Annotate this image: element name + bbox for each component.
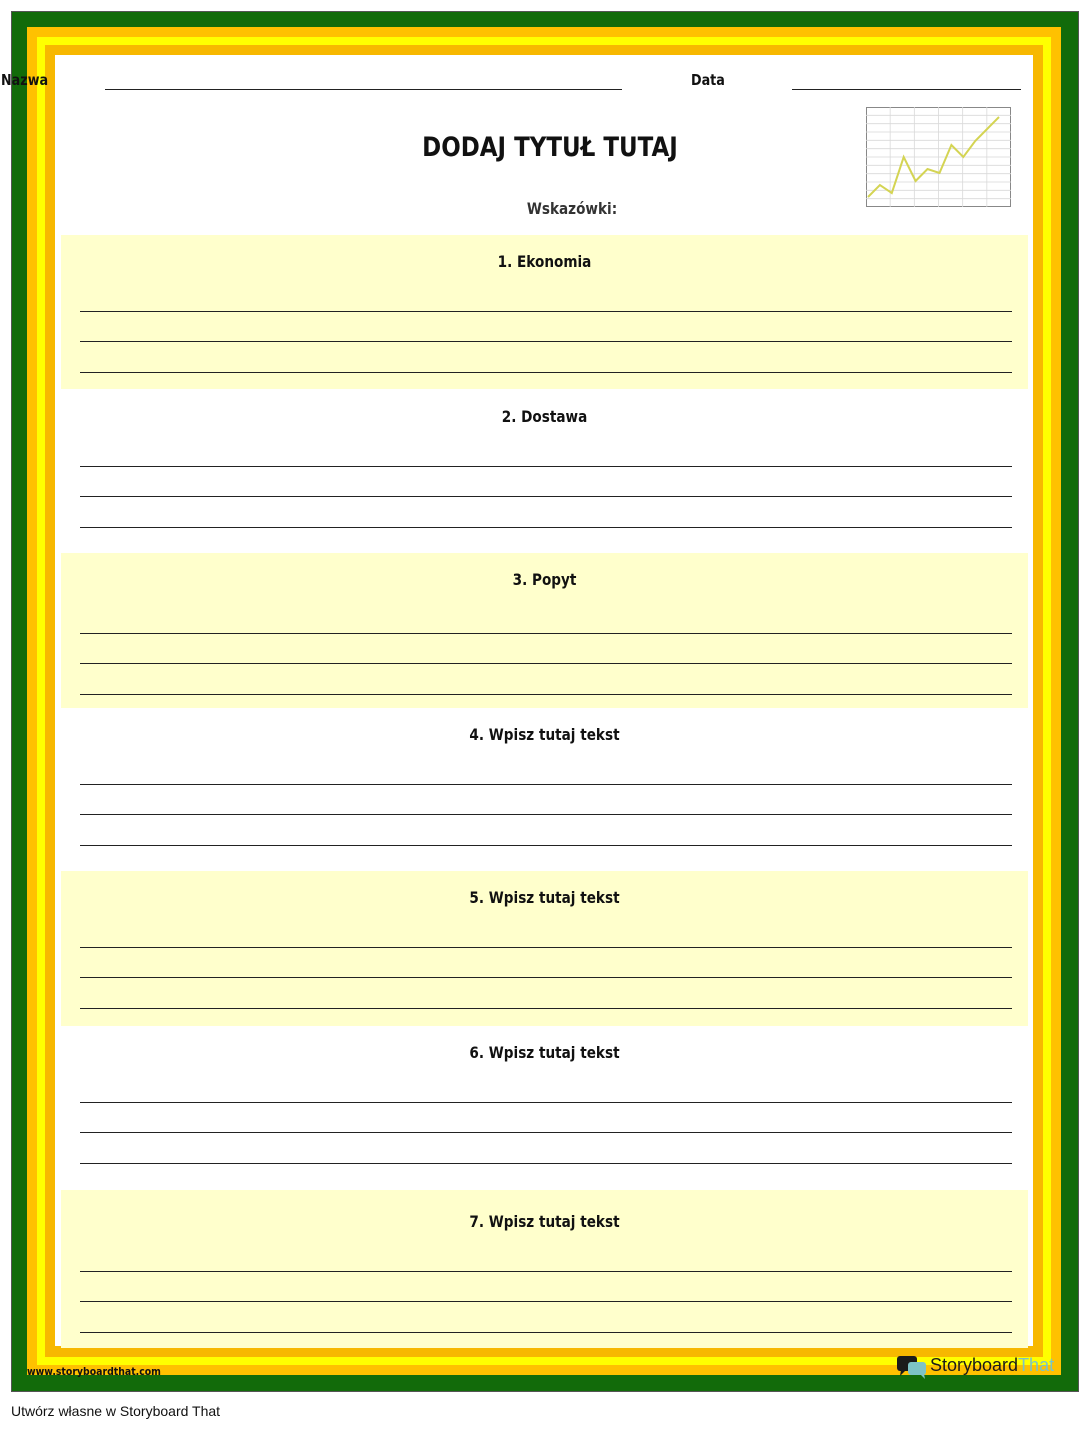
section-title[interactable]: 2. Dostawa <box>501 407 588 426</box>
date-label: Data <box>691 71 725 89</box>
footer-url[interactable]: www.storyboardthat.com <box>27 1365 161 1378</box>
answer-line[interactable] <box>80 1301 1012 1302</box>
section-title[interactable]: 4. Wpisz tutaj tekst <box>469 725 620 744</box>
answer-line[interactable] <box>80 466 1012 467</box>
section-title[interactable]: 7. Wpisz tutaj tekst <box>469 1212 620 1231</box>
answer-line[interactable] <box>80 1163 1012 1164</box>
answer-line[interactable] <box>80 1132 1012 1133</box>
logo-word-that: That <box>1018 1355 1055 1375</box>
section-title[interactable]: 1. Ekonomia <box>497 252 592 271</box>
instructions-label: Wskazówki: <box>526 199 618 218</box>
question-section-1 <box>61 235 1028 389</box>
name-field[interactable] <box>105 89 622 90</box>
answer-line[interactable] <box>80 341 1012 342</box>
answer-line[interactable] <box>80 977 1012 978</box>
answer-line[interactable] <box>80 372 1012 373</box>
answer-line[interactable] <box>80 633 1012 634</box>
section-title[interactable]: 3. Popyt <box>512 570 577 589</box>
answer-line[interactable] <box>80 845 1012 846</box>
question-section-7 <box>61 1190 1028 1348</box>
answer-line[interactable] <box>80 1332 1012 1333</box>
question-section-5 <box>61 871 1028 1026</box>
date-field[interactable] <box>792 89 1021 90</box>
answer-line[interactable] <box>80 1271 1012 1272</box>
answer-line[interactable] <box>80 496 1012 497</box>
create-your-own-caption[interactable]: Utwórz własne w Storyboard That <box>11 1403 221 1419</box>
answer-line[interactable] <box>80 814 1012 815</box>
answer-line[interactable] <box>80 663 1012 664</box>
page-title[interactable]: DODAJ TYTUŁ TUTAJ <box>422 132 678 163</box>
section-title[interactable]: 6. Wpisz tutaj tekst <box>469 1043 620 1062</box>
logo-word-storyboard: Storyboard <box>930 1355 1019 1375</box>
answer-line[interactable] <box>80 311 1012 312</box>
answer-line[interactable] <box>80 527 1012 528</box>
question-section-4 <box>61 708 1028 871</box>
question-section-3 <box>61 553 1028 708</box>
section-title[interactable]: 5. Wpisz tutaj tekst <box>469 888 620 907</box>
answer-line[interactable] <box>80 947 1012 948</box>
logo-wordmark <box>930 1355 1054 1376</box>
answer-line[interactable] <box>80 1102 1012 1103</box>
speech-bubbles-icon <box>896 1354 928 1380</box>
answer-line[interactable] <box>80 784 1012 785</box>
storyboardthat-logo[interactable] <box>896 1354 1066 1380</box>
line-chart-image <box>866 107 1011 207</box>
question-section-2 <box>61 390 1028 553</box>
question-section-6 <box>61 1026 1028 1190</box>
answer-line[interactable] <box>80 1008 1012 1009</box>
answer-line[interactable] <box>80 694 1012 695</box>
name-label: Nazwa <box>1 71 49 89</box>
